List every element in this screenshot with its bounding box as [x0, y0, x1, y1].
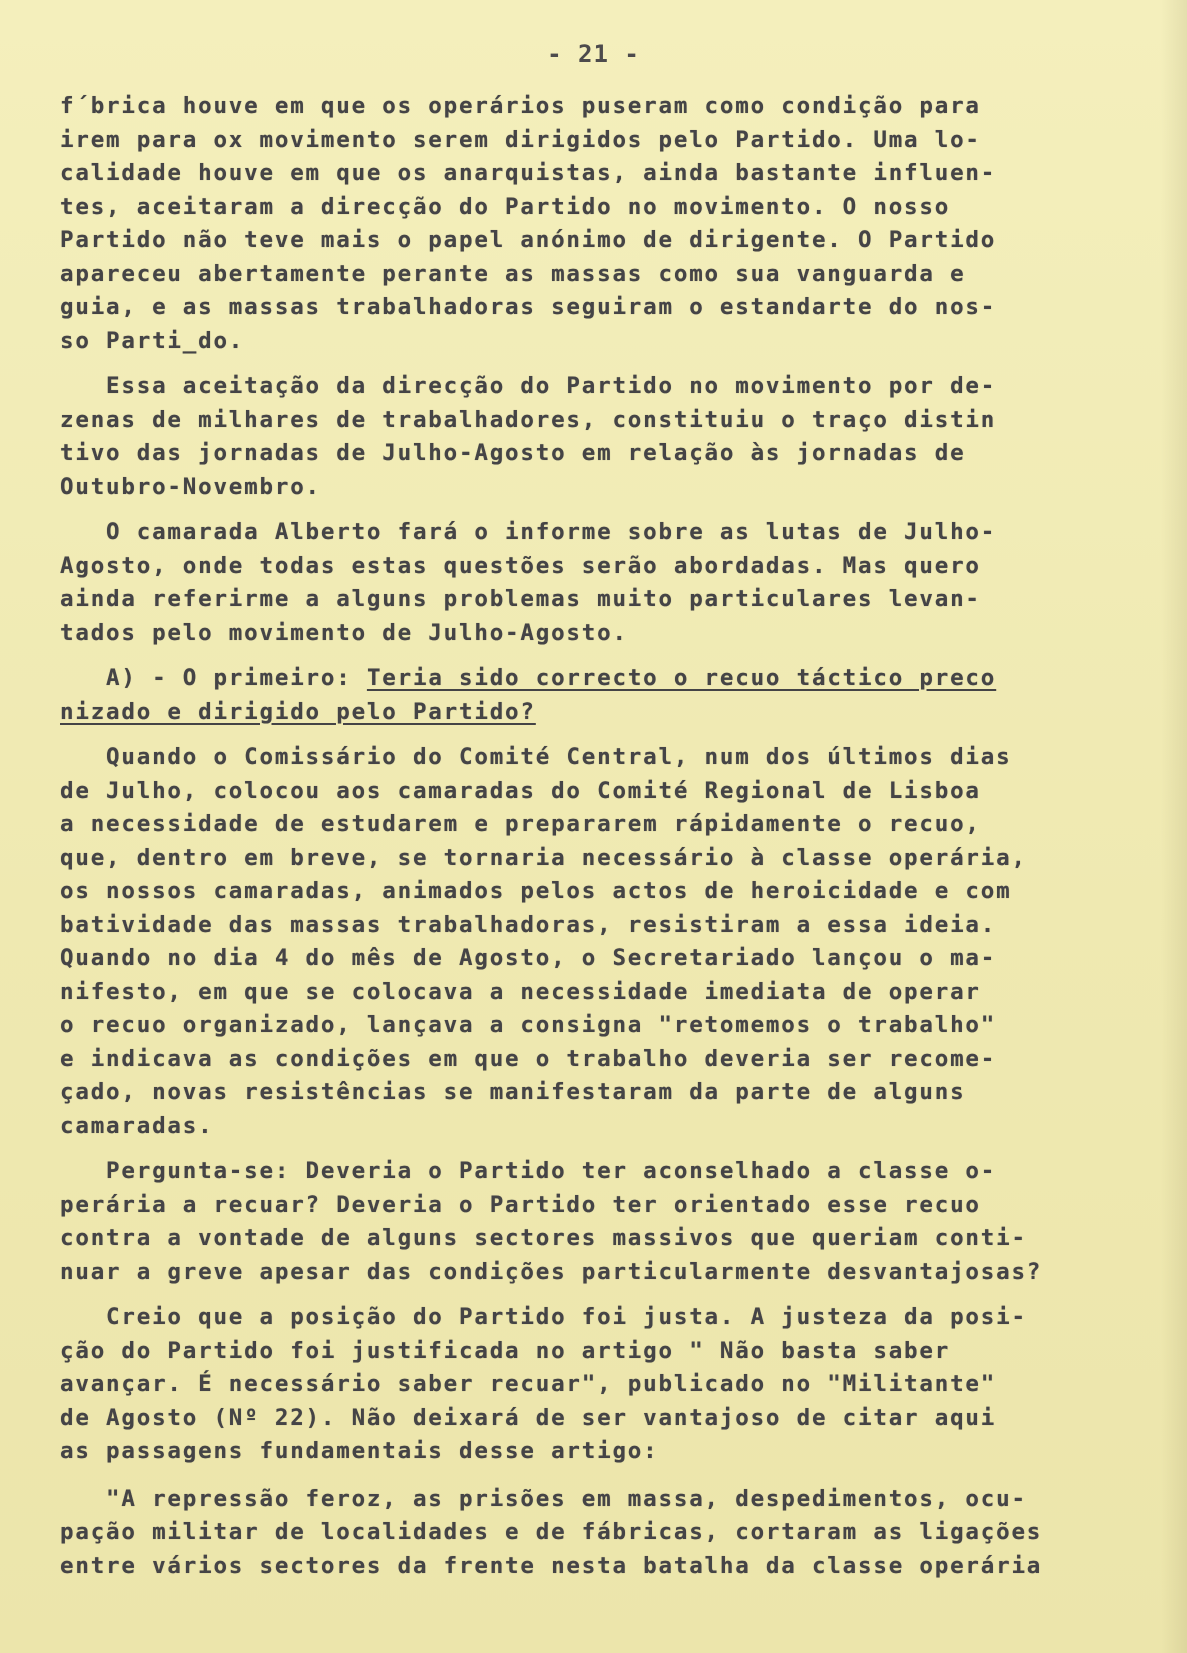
text-line: calidade houve em que os anarquistas, ainda bastante influen-: [60, 160, 997, 186]
question-a-prefix: A) - O primeiro:: [60, 665, 367, 691]
paragraph-3: [60, 516, 1165, 650]
text-line: o recuo organizado, lançava a consigna "retomemos o trabalho": [60, 1012, 997, 1038]
text-line: Agosto, onde todas estas questões serão abordadas. Mas quero: [60, 552, 981, 579]
text-line: nifesto, em que se colocava a necessidade imediata de operar: [60, 978, 981, 1005]
text-line: avançar. É necessário saber recuar", publicado no "Militante": [60, 1371, 997, 1397]
text-line: contra a vontade de alguns sectores massivos que queriam conti-: [60, 1225, 1027, 1251]
question-a: [60, 662, 1165, 729]
text-line: Pergunta-se: Deveria o Partido ter aconselhado a classe o-: [60, 1158, 997, 1184]
text-line: ainda referirme a alguns problemas muito particulares levan-: [60, 586, 981, 612]
text-line: Essa aceitação da direcção do Partido no movimento por de-: [60, 373, 997, 399]
text-line: entre vários sectores da frente nesta batalha da classe operária: [60, 1552, 1043, 1579]
paragraph-5: [60, 1155, 1165, 1289]
text-line: O camarada Alberto fará o informe sobre as lutas de Julho-: [60, 519, 997, 545]
text-line: tados pelo movimento de Julho-Agosto.: [60, 619, 628, 646]
text-line: "A repressão feroz, as prisões em massa, despedimentos, ocu-: [60, 1485, 1027, 1512]
text-line: Creio que a posição do Partido foi justa. A justeza da posi-: [60, 1304, 1027, 1330]
text-line: as passagens fundamentais desse artigo:: [60, 1438, 659, 1464]
text-line: pação militar de localidades e de fábricas, cortaram as ligações: [60, 1519, 1043, 1545]
text-line: os nossos camaradas, animados pelos actos de heroicidade e com: [60, 878, 1012, 904]
text-line: a necessidade de estudarem e prepararem rápidamente o recuo,: [60, 811, 981, 837]
question-a-underlined: nizado e dirigido pelo Partido?: [60, 698, 536, 725]
text-line: de Agosto (Nº 22). Não deixará de ser vantajoso de citar aqui: [60, 1404, 997, 1431]
text-line: ção do Partido foi justificada no artigo " Não basta saber: [60, 1337, 951, 1364]
text-line: camaradas.: [60, 1112, 214, 1139]
page-number: - 21 -: [547, 40, 640, 68]
paragraph-2: [60, 370, 1165, 504]
text-line: f´brica houve em que os operários puseram como condição para: [60, 93, 981, 119]
question-a-line-1: [60, 662, 1165, 696]
paragraph-1: [60, 90, 1165, 358]
text-line: Quando no dia 4 do mês de Agosto, o Secretariado lançou o ma-: [60, 945, 997, 971]
quoted-passage: [60, 1483, 1165, 1584]
text-line: apareceu abertamente perante as massas como sua vanguarda e: [60, 260, 966, 287]
text-line: zenas de milhares de trabalhadores, constituiu o traço distin: [60, 406, 997, 433]
text-line: batividade das massas trabalhadoras, resistiram a essa ideia.: [60, 911, 997, 938]
text-line: so Parti_do.: [60, 327, 245, 354]
text-line: irem para ox movimento serem dirigidos pelo Partido. Uma lo-: [60, 126, 981, 153]
text-line: de Julho, colocou aos camaradas do Comité Regional de Lisboa: [60, 777, 981, 804]
text-line: guia, e as massas trabalhadoras seguiram o estandarte do nos-: [60, 294, 997, 320]
paragraph-4: [60, 741, 1165, 1143]
text-line: çado, novas resistências se manifestaram da parte de alguns: [60, 1079, 966, 1105]
question-a-line-2: [60, 696, 1165, 730]
text-line: tes, aceitaram a direcção do Partido no movimento. O nosso: [60, 193, 951, 220]
text-line: Quando o Comissário do Comité Central, num dos últimos dias: [60, 744, 1012, 770]
paragraph-6: [60, 1301, 1165, 1469]
typed-body: [60, 90, 1165, 1595]
text-line: nuar a greve apesar das condições particularmente desvantajosas?: [60, 1258, 1043, 1285]
text-line: perária a recuar? Deveria o Partido ter orientado esse recuo: [60, 1191, 981, 1218]
question-a-underlined: Teria sido correcto o recuo táctico preco: [366, 665, 997, 691]
text-line: Partido não teve mais o papel anónimo de dirigente. O Partido: [60, 227, 997, 253]
text-line: tivo das jornadas de Julho-Agosto em relação às jornadas de: [60, 440, 966, 466]
text-line: Outubro-Novembro.: [60, 473, 321, 500]
text-line: e indicava as condições em que o trabalho deveria ser recome-: [60, 1045, 997, 1072]
text-line: que, dentro em breve, se tornaria necessário à classe operária,: [60, 844, 1027, 871]
